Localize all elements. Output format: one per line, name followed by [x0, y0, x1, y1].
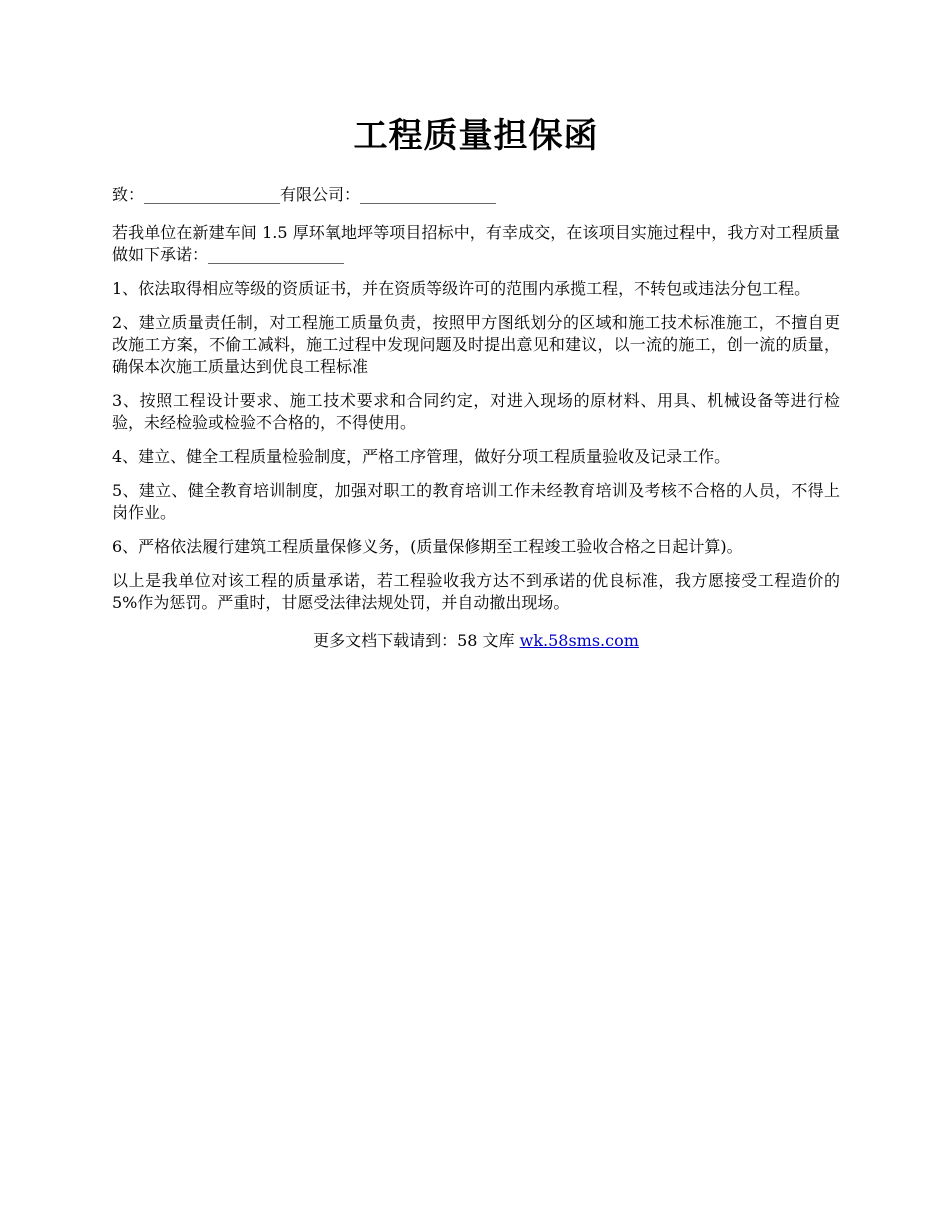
- download-footer: [112, 630, 840, 652]
- addressee-line: 致：_________________有限公司：_________________: [112, 185, 497, 204]
- intro-paragraph: 若我单位在新建车间 1.5 厚环氧地坪等项目招标中，有幸成交，在该项目实施过程中，我方对工程质量做如下承诺：_________________: [112, 223, 840, 264]
- commitment-item-5: 5、建立、健全教育培训制度，加强对职工的教育培训工作未经教育培训及考核不合格的人员，不得上岗作业。: [112, 481, 840, 522]
- commitment-item-2: 2、建立质量责任制，对工程施工质量负责，按照甲方图纸划分的区域和施工技术标准施工，不擅自更改施工方案，不偷工减料，施工过程中发现问题及时提出意见和建议，以一流的施工，创一流的质量，确保本次施工质量达到优良工程标准: [112, 313, 840, 376]
- commitment-item-4: 4、建立、健全工程质量检验制度，严格工序管理，做好分项工程质量验收及记录工作。: [112, 447, 731, 466]
- document-title: 工程质量担保函: [353, 116, 599, 156]
- document-page: [112, 112, 840, 652]
- commitment-item-3: 3、按照工程设计要求、施工技术要求和合同约定，对进入现场的原材料、用具、机械设备等进行检验，未经检验或检验不合格的，不得使用。: [112, 391, 840, 432]
- commitment-item-6: 6、严格依法履行建筑工程质量保修义务，(质量保修期至工程竣工验收合格之日起计算)。: [112, 537, 743, 556]
- footer-link[interactable]: wk.58sms.com: [519, 631, 639, 650]
- footer-text: 更多文档下载请到：58 文库: [313, 631, 520, 650]
- commitment-item-1: 1、依法取得相应等级的资质证书，并在资质等级许可的范围内承揽工程，不转包或违法分包工程。: [112, 279, 811, 298]
- closing-paragraph: 以上是我单位对该工程的质量承诺，若工程验收我方达不到承诺的优良标准，我方愿接受工程造价的 5%作为惩罚。严重时，甘愿受法律法规处罚，并自动撤出现场。: [112, 571, 840, 612]
